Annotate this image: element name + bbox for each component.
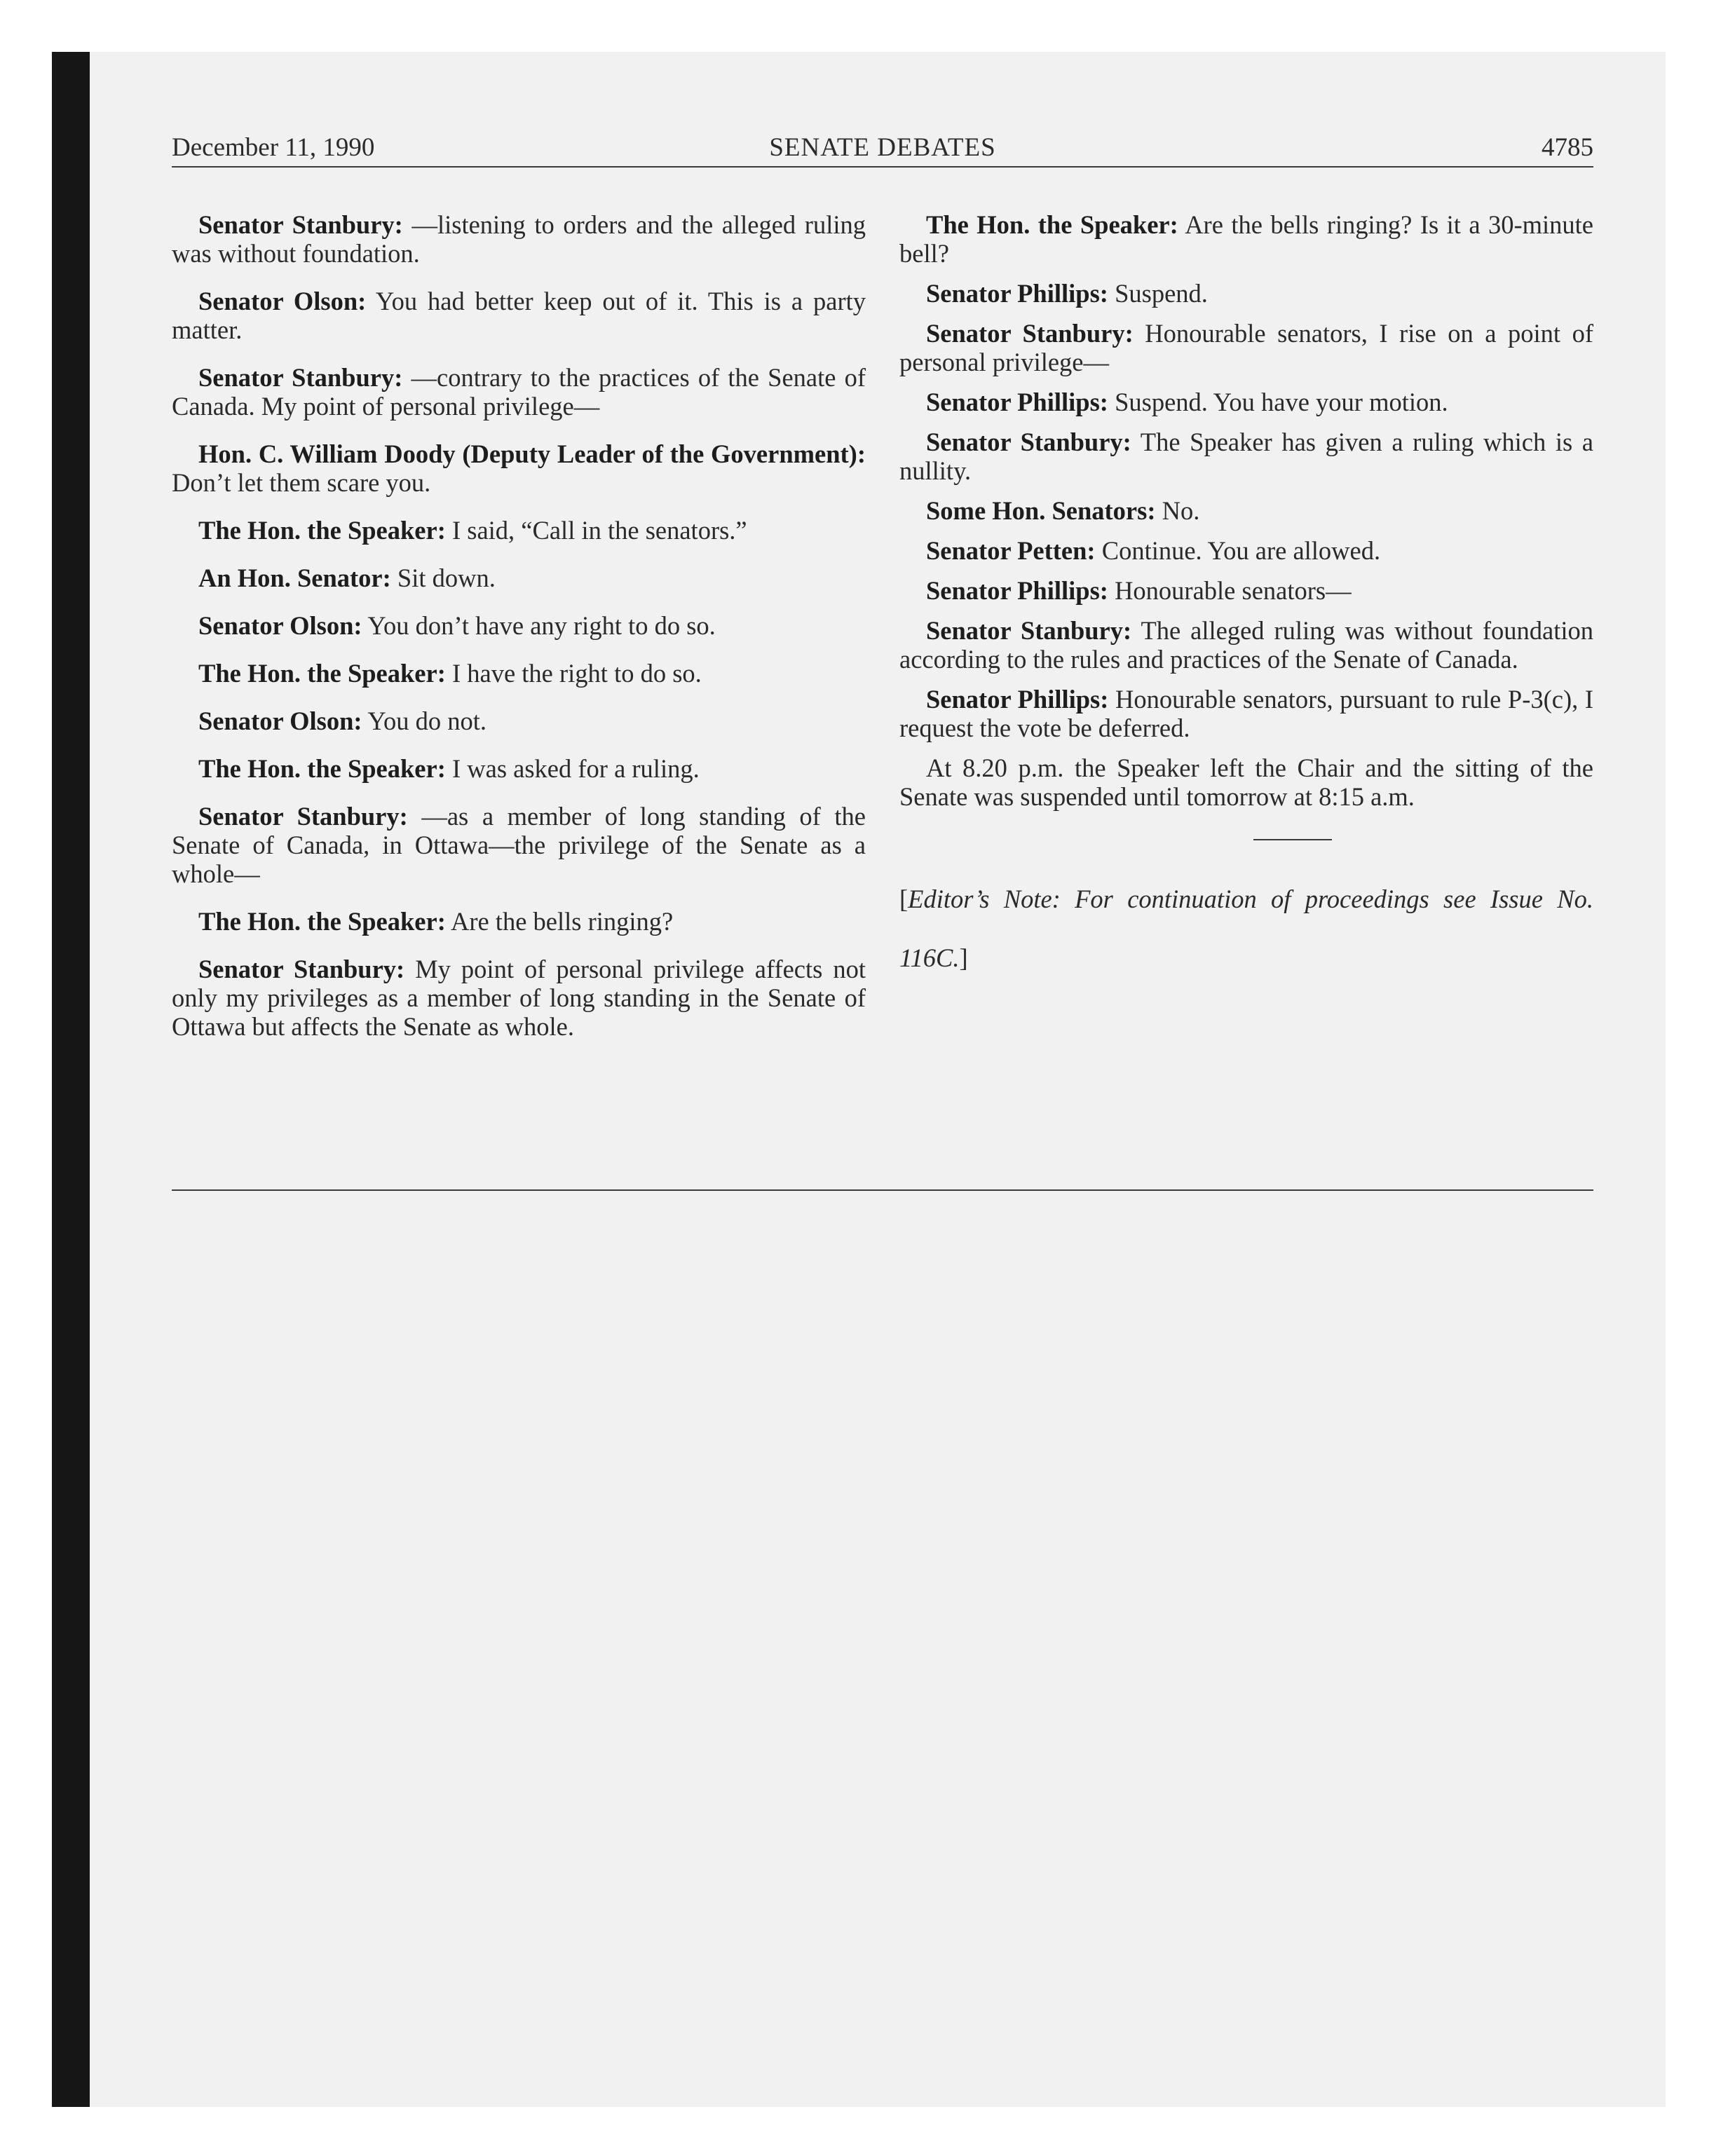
speech-paragraph [172, 210, 866, 268]
speech-paragraph [172, 802, 866, 888]
speech-paragraph [172, 363, 866, 421]
speech-text: Honourable senators, I rise on a point of personal privilege— [899, 319, 1593, 376]
speech-paragraph [899, 576, 1593, 605]
speech-paragraph [899, 210, 1593, 268]
speech-paragraph [172, 564, 866, 592]
binding-edge [52, 52, 90, 2107]
speaker-name: Senator Stanbury: [198, 210, 403, 239]
speech-text: You don’t have any right to do so. [362, 611, 716, 640]
speech-paragraph [899, 319, 1593, 376]
speech-text: —listening to orders and the alleged ruling was without foundation. [172, 210, 866, 268]
editor-note [899, 870, 1593, 988]
left-column [172, 210, 866, 1060]
speech-text: Are the bells ringing? [445, 907, 674, 936]
editor-note-open-bracket: [ [899, 885, 909, 913]
speech-text: I said, “Call in the senators.” [445, 516, 747, 545]
speech-text: Don’t let them scare you. [172, 468, 431, 497]
speech-text: I have the right to do so. [445, 659, 702, 688]
proceedings-note [899, 753, 1593, 811]
speech-text: Are the bells ringing? Is it a 30-minute bell? [899, 210, 1593, 268]
header-date: December 11, 1990 [172, 133, 375, 162]
speech-text: Honourable senators— [1108, 576, 1352, 605]
speech-text: Suspend. [1108, 279, 1208, 308]
speech-text: The alleged ruling was without foundation according to the rules and practices of the Senate of Canada. [899, 616, 1593, 674]
speech-paragraph [172, 907, 866, 936]
right-column [899, 210, 1593, 988]
speaker-name: Hon. C. William Doody (Deputy Leader of the Government): [198, 439, 866, 468]
speech-text: Honourable senators, pursuant to rule P-3(c), I request the vote be deferred. [899, 685, 1593, 742]
speech-text: Sit down. [390, 564, 496, 592]
running-header [172, 130, 1593, 166]
speaker-name: Senator Phillips: [926, 279, 1108, 308]
speech-paragraph [172, 659, 866, 688]
speaker-name: Senator Stanbury: [926, 428, 1131, 456]
speech-paragraph [172, 287, 866, 344]
speaker-name: Senator Phillips: [926, 576, 1108, 605]
speaker-name: The Hon. the Speaker: [198, 659, 446, 688]
speech-text: The Speaker has given a ruling which is a nullity. [899, 428, 1593, 485]
speech-paragraph [899, 685, 1593, 742]
speech-paragraph [899, 616, 1593, 674]
speaker-name: The Hon. the Speaker: [926, 210, 1178, 239]
speech-text: At 8.20 p.m. the Speaker left the Chair and the sitting of the Senate was suspended until tomorrow at 8:15 a.m. [899, 753, 1593, 811]
speaker-name: The Hon. the Speaker: [198, 754, 446, 783]
section-divider [1253, 839, 1332, 840]
speech-paragraph [172, 707, 866, 735]
speech-paragraph [172, 955, 866, 1041]
speech-paragraph [899, 496, 1593, 525]
speaker-name: Senator Stanbury: [198, 955, 405, 983]
speech-paragraph [172, 516, 866, 545]
editor-note-text: Editor’s Note: For continuation of proceedings see Issue No. 116C. [899, 885, 1593, 972]
speech-paragraph [899, 279, 1593, 308]
speaker-name: Some Hon. Senators: [926, 496, 1156, 525]
speech-paragraph [899, 428, 1593, 485]
speaker-name: Senator Stanbury: [198, 363, 403, 392]
speech-paragraph [899, 536, 1593, 565]
speech-text: My point of personal privilege affects not only my privileges as a member of long standing in the Senate of Ottawa but affects the Senate as whole. [172, 955, 866, 1041]
speaker-name: Senator Petten: [926, 536, 1096, 565]
speaker-name: Senator Stanbury: [926, 616, 1132, 645]
speaker-name: An Hon. Senator: [198, 564, 391, 592]
header-rule [172, 166, 1593, 168]
speech-text: —contrary to the practices of the Senate of Canada. My point of personal privilege— [172, 363, 866, 421]
speech-text: I was asked for a ruling. [445, 754, 700, 783]
speaker-name: Senator Phillips: [926, 388, 1108, 416]
speech-paragraph [899, 388, 1593, 416]
speech-text: Suspend. You have your motion. [1108, 388, 1448, 416]
speaker-name: The Hon. the Speaker: [198, 516, 446, 545]
speech-text: You had better keep out of it. This is a party matter. [172, 287, 866, 344]
speaker-name: Senator Phillips: [926, 685, 1109, 714]
speaker-name: Senator Olson: [198, 611, 362, 640]
speech-text: —as a member of long standing of the Senate of Canada, in Ottawa—the privilege of the Senate as a whole— [172, 802, 866, 888]
speaker-name: Senator Olson: [198, 707, 362, 735]
speaker-name: The Hon. the Speaker: [198, 907, 446, 936]
header-title: SENATE DEBATES [769, 133, 996, 162]
speech-paragraph [172, 439, 866, 497]
editor-note-close-bracket: ] [959, 943, 968, 972]
speech-paragraph [172, 611, 866, 640]
speech-text: You do not. [362, 707, 487, 735]
speech-text: Continue. You are allowed. [1095, 536, 1381, 565]
speaker-name: Senator Stanbury: [926, 319, 1134, 348]
page-number: 4785 [1542, 133, 1593, 162]
speaker-name: Senator Olson: [198, 287, 367, 315]
speaker-name: Senator Stanbury: [198, 802, 408, 831]
speech-paragraph [172, 754, 866, 783]
speech-text: No. [1155, 496, 1200, 525]
bottom-rule [172, 1189, 1593, 1191]
